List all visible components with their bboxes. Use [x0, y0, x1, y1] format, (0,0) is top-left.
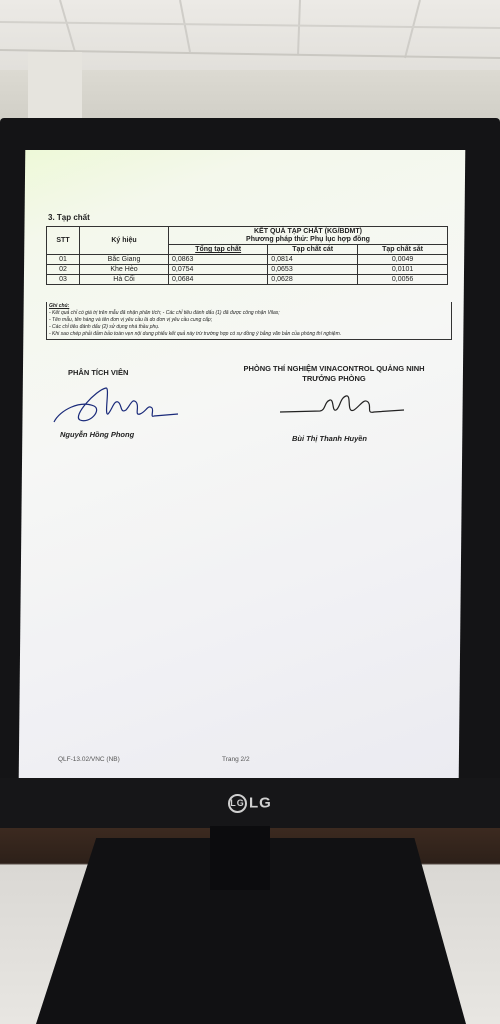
lg-logo-icon: LG	[228, 794, 247, 813]
cell-iron: 0,0056	[358, 275, 448, 285]
lab-name: PHÒNG THÍ NGHIỆM VINACONTROL QUẢNG NINH	[243, 364, 425, 373]
table-row	[47, 275, 448, 285]
note-line: - Khi sao chép phải đảm bảo toàn vẹn nội dung phiếu kết quả này trừ trường hợp có sự đồng ý bằng văn bản của phòng thí nghiệm.	[49, 331, 342, 337]
lab-head-title	[234, 364, 434, 384]
analyst-title: PHÂN TÍCH VIÊN	[68, 368, 129, 377]
header-method: Phương pháp thử: Phụ lục hợp đồng	[169, 235, 448, 245]
results-table	[46, 226, 448, 285]
section-title: 3. Tạp chất	[48, 213, 90, 222]
cell-total: 0,0684	[169, 275, 268, 285]
form-code: QLF-13.02/VNC (NB)	[58, 756, 120, 763]
head-name: Bùi Thị Thanh Huyền	[292, 434, 367, 443]
cell-stt: 03	[47, 275, 80, 285]
cell-sand: 0,0628	[268, 275, 358, 285]
cell-total: 0,0863	[169, 255, 268, 265]
head-role: TRƯỞNG PHÒNG	[302, 374, 366, 383]
header-result: KẾT QUẢ TẠP CHẤT (KG/BDMT)	[169, 227, 448, 236]
analyst-signature-icon	[50, 380, 180, 430]
cell-name: Bắc Giang	[80, 255, 169, 265]
notes-box	[46, 302, 452, 340]
cell-stt: 01	[47, 255, 80, 265]
cell-stt: 02	[47, 265, 80, 275]
cell-sand: 0,0814	[268, 255, 358, 265]
table-row	[47, 265, 448, 275]
table-row	[47, 255, 448, 265]
header-stt: STT	[47, 227, 80, 255]
cell-iron: 0,0049	[358, 255, 448, 265]
note-line: - Tên mẫu, tên hàng và tên đơn vị yêu cầu là do đơn vị yêu cầu cung cấp;	[49, 317, 213, 323]
cell-iron: 0,0101	[358, 265, 448, 275]
cell-name: Khe Hèo	[80, 265, 169, 275]
brand-text: LG	[249, 794, 272, 812]
page-number: Trang 2/2	[222, 756, 250, 763]
wall-pillar	[28, 52, 82, 122]
monitor-neck	[210, 826, 270, 890]
cell-name: Hà Cối	[80, 275, 169, 285]
cell-total: 0,0754	[169, 265, 268, 275]
head-signature-icon	[280, 390, 410, 430]
header-sand: Tạp chất cát	[268, 245, 358, 255]
header-total: Tổng tạp chất	[169, 245, 268, 255]
cell-sand: 0,0653	[268, 265, 358, 275]
header-iron: Tạp chất sắt	[358, 245, 448, 255]
lg-logo	[228, 794, 272, 813]
note-line: - Các chỉ tiêu đánh dấu (2) sử dụng nhà thầu phụ.	[49, 324, 160, 330]
notes-heading: Ghi chú:	[49, 303, 70, 309]
note-line: - Kết quả chỉ có giá trị trên mẫu đã nhận phân tích; - Các chỉ tiêu đánh dấu (1) đã được công nhận Vilas;	[49, 310, 280, 316]
header-kyhieu: Ký hiệu	[80, 227, 169, 255]
analyst-name: Nguyễn Hồng Phong	[60, 430, 135, 439]
